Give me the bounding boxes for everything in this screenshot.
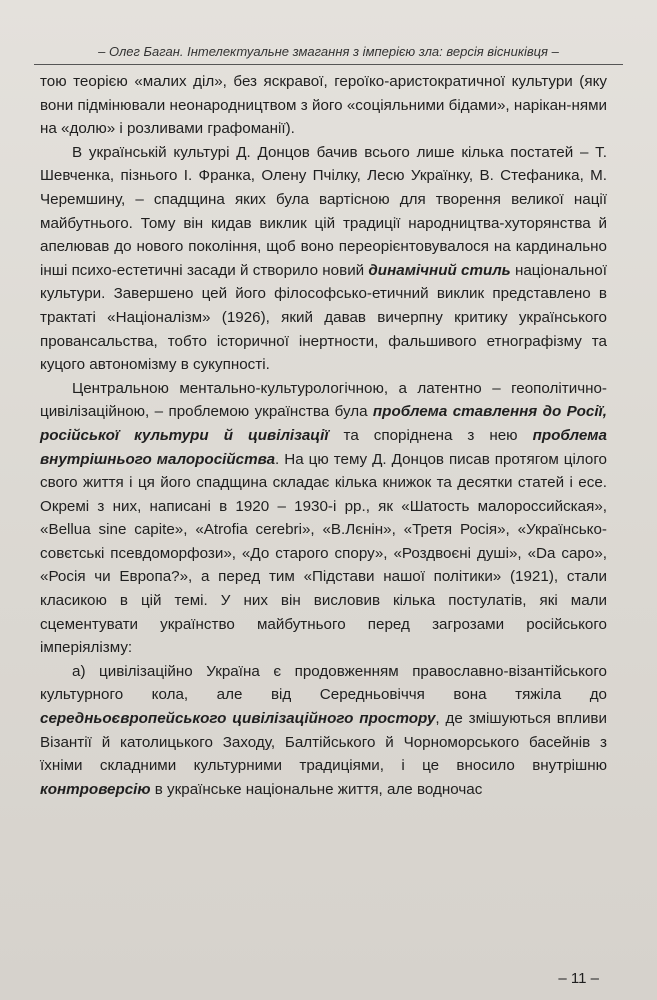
text-run: , де змішуються впливи Візантії й католицького Заходу, Балтійського й Чорноморського басейнів з їхніми складними культурними традиціями, і це вносило внутрішню [40,710,607,775]
running-head: – Олег Баган. Інтелектуальне змагання з імперією зла: версія вісниківця – [98,44,559,59]
paragraph-2 [40,141,607,377]
text-run: . На цю тему Д. Донцов писав протягом цілого свого життя і ця його спадщина складає кілька книжок та десятки статей і есе. Окремі з них, написані в 1920 – 1930-і рр., як «Шатость малороссийская», «Bellua sine capite», «Atrofia cerebri», «В.Лєнін», «Третя Росія», «Українсько-совєтські псевдоморфози», «До старого спору», «Роздвоєні душі», «Da capo», «Росія чи Европа?», а перед тим «Підстави нашої політики» (1921), стали класикою в цій темі. У них він висловив кілька постулатів, які мали сцементувати українство майбутнього перед загрозами російського імперіялізму: [40,450,608,657]
emphasis-russia-problem: проблема ставлення до Росії, російської культури й цивілізації [40,403,607,444]
body-text [40,70,607,801]
header-rule [34,64,623,65]
text-run: Центральною ментально-культурологічною, а латентно – геополітично-цивілізаційною, – проблемою українства була [40,379,607,421]
paragraph-3 [40,377,607,660]
paragraph-1: тою теорією «малих діл», без яскравої, героїко-аристократичної культури (яку вони підмінювали неонародництвом з його «соціяльними бідами», нарікан-нями на «долю» і розливами графоманії). [40,73,607,138]
text-run: а) цивілізаційно Україна є продовженням православно-візантійського культурного кола, але від Середньовіччя вона тяжіла до [40,662,607,704]
emphasis-controversy: контроверсію [40,780,151,798]
text-run: національної культури. Завершено цей його філософсько-етичний виклик представлено в трактаті «Націоналізм» (1926), який давав вичерпну критику українського провансальства, тобто історичної інертности, фальшивого етнографізму та куцого автономізму в сукупності. [40,261,607,374]
text-run: в українське національне життя, але водночас [150,780,483,798]
text-run: В українській культурі Д. Донцов бачив всього лише кілька постатей – Т. Шевченка, пізнього І. Франка, Олену Пчілку, Лесю Українку, В. Стефаника, М. Черемшину, – спадщина яких була вартісною для творення великої нації майбутнього. Тому він кидав виклик цій традиції народництва-хуторянства й апелював до нового покоління, щоб воно переорієнтовувалося на кардинально інші психо-естетичні засади й створило новий [40,143,607,279]
text-run: та споріднена з нею [328,426,533,444]
emphasis-malorossiystvo: проблема внутрішнього малоросійства [40,426,607,468]
emphasis-dynamic-style: динамічний стиль [368,261,511,279]
emphasis-central-european-space: середньоєвропейського цивілізаційного простору [40,710,436,728]
paragraph-4 [40,660,607,802]
page-number: – 11 – [558,970,599,987]
